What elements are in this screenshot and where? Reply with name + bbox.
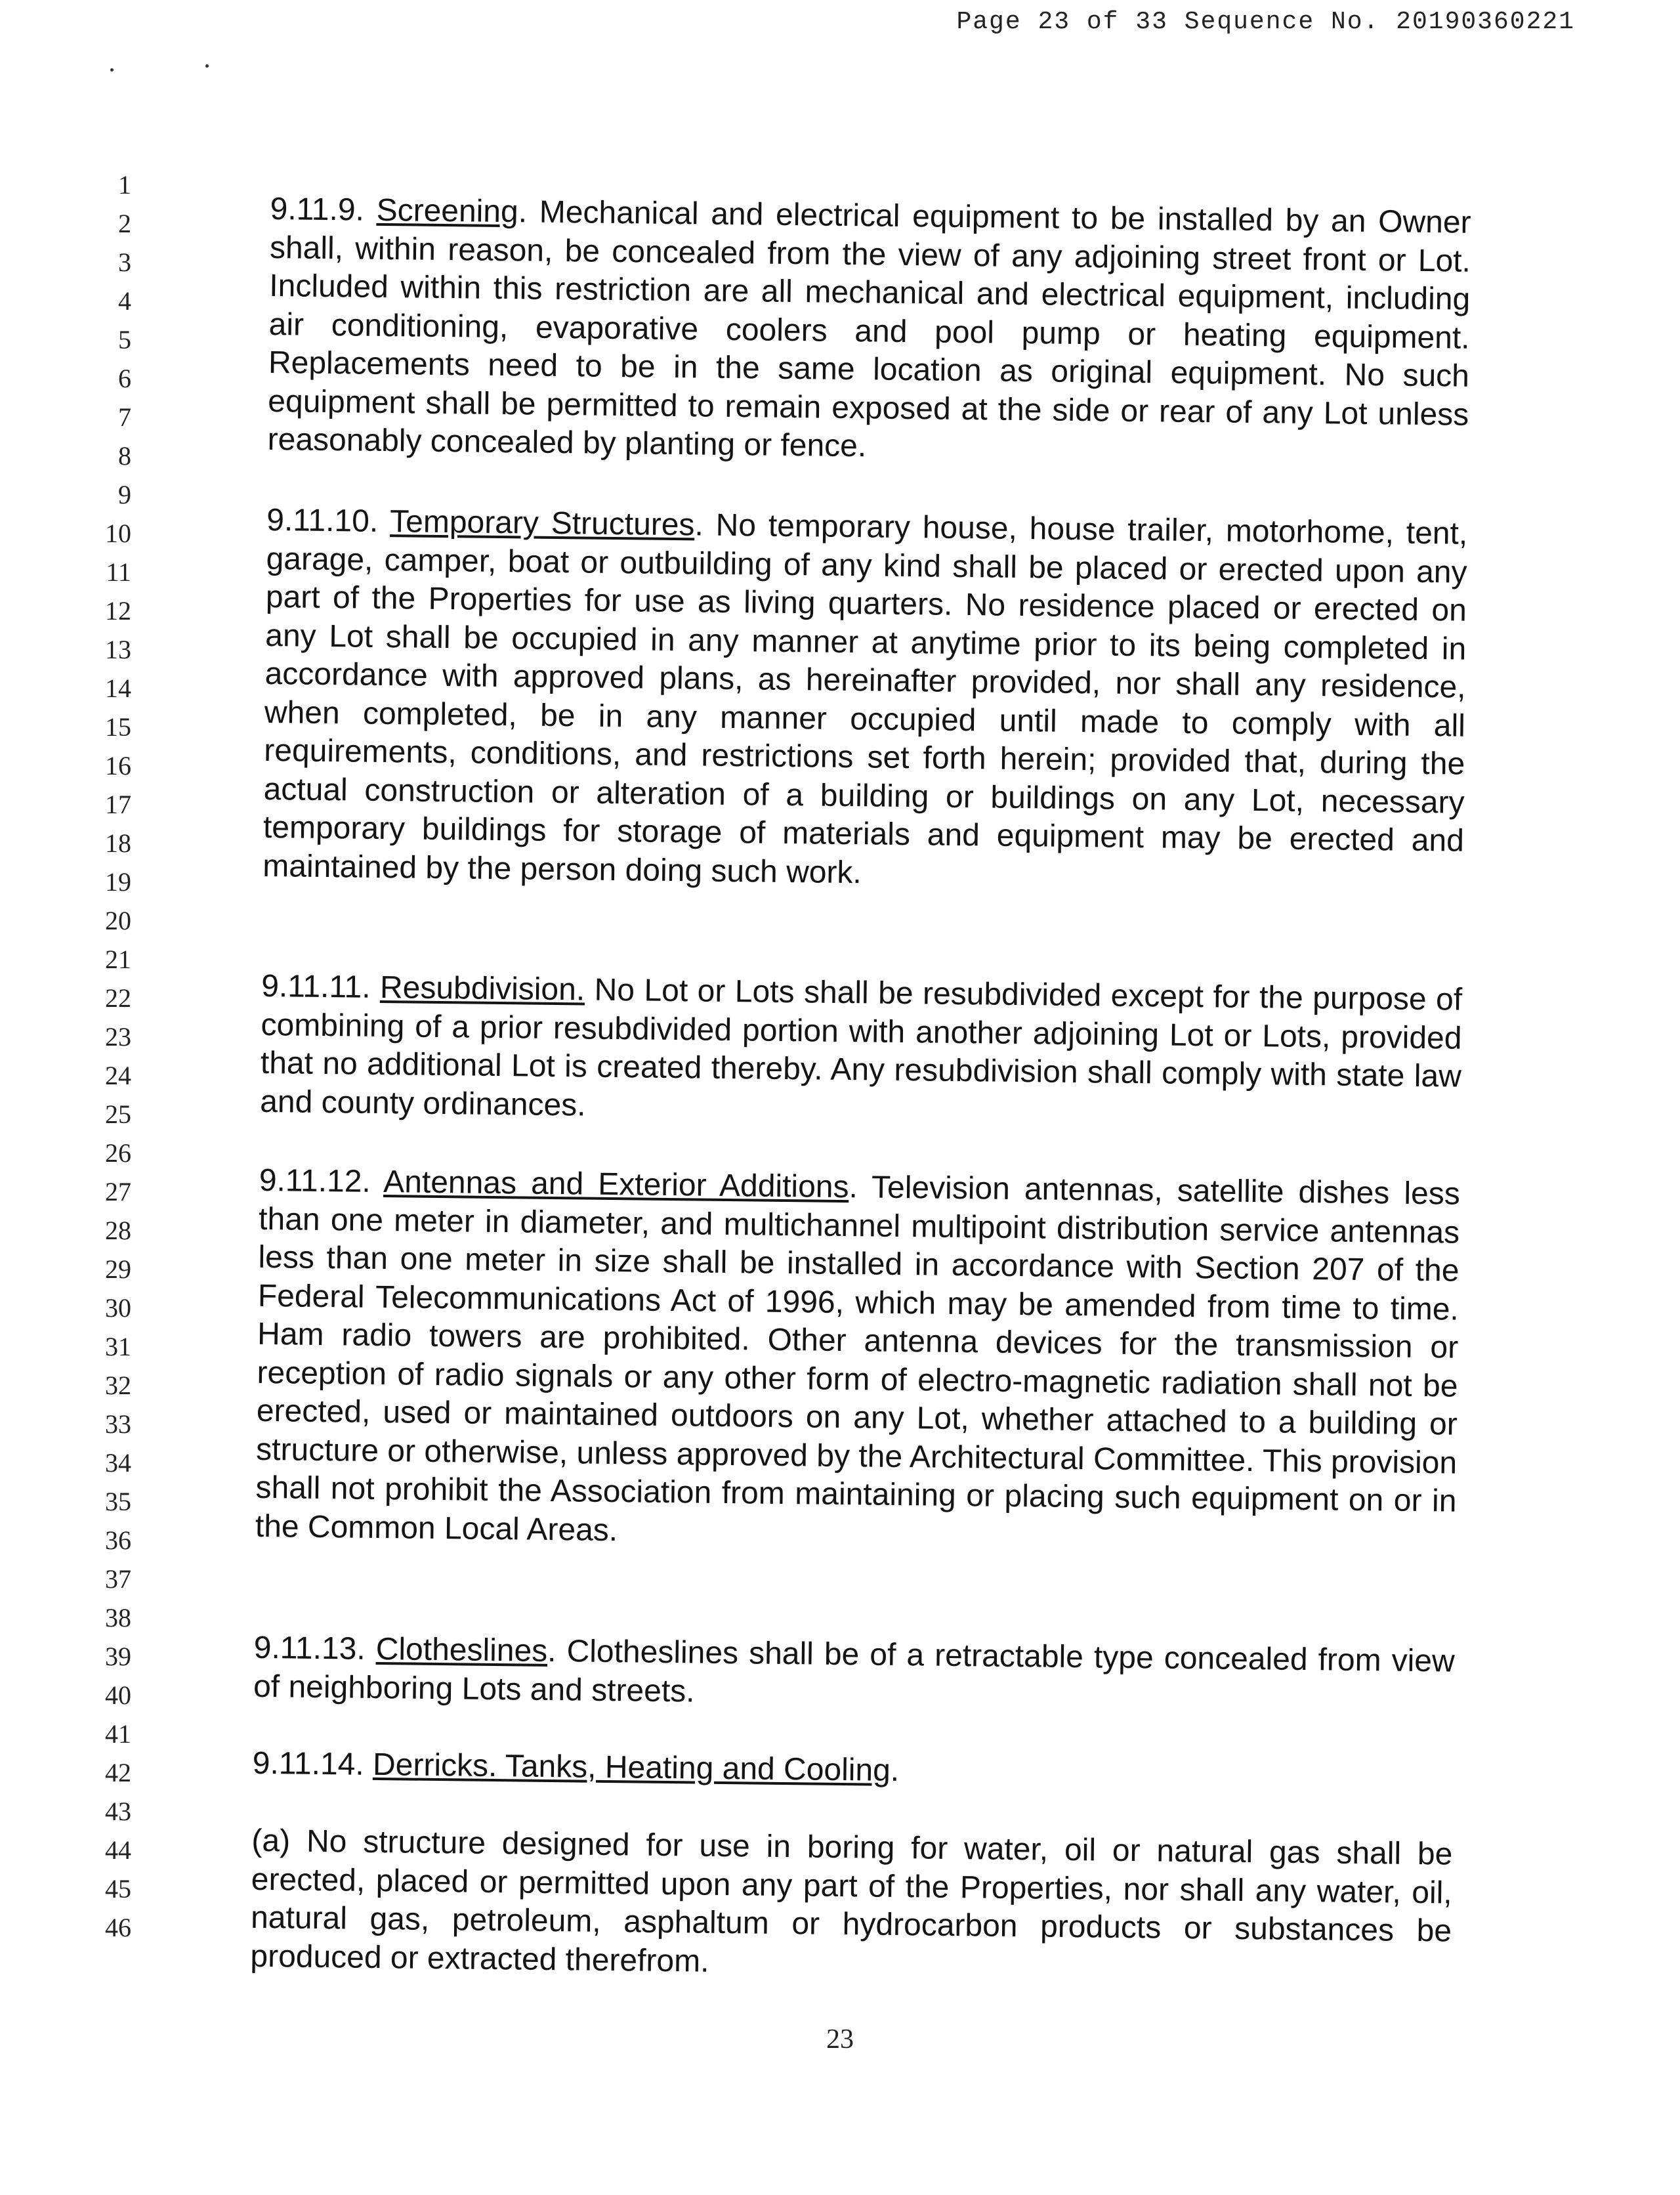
line-number: 22 xyxy=(105,983,131,1013)
page-number: 23 xyxy=(826,2024,854,2055)
line-number: 14 xyxy=(105,673,131,703)
section-body: No Lot or Lots shall be resubdivided except for the purpose of combining of a prior resubdivided portion with another adjoining Lot or Lots, provided that no additional Lot is created thereby. Any resubdivision shall comply with state law and county ordinances. xyxy=(259,972,1463,1123)
line-number: 32 xyxy=(105,1371,131,1400)
section-heading: Temporary Structures xyxy=(389,504,695,543)
line-number: 40 xyxy=(105,1680,131,1710)
line-number: 26 xyxy=(105,1138,131,1168)
section-derricks-a xyxy=(250,1822,1453,1990)
line-number: 25 xyxy=(105,1099,131,1129)
line-number: 21 xyxy=(105,945,131,974)
line-number: 35 xyxy=(105,1487,131,1516)
line-number: 38 xyxy=(105,1603,131,1632)
section-screening xyxy=(267,190,1471,473)
line-number: 19 xyxy=(105,867,131,897)
line-number: 12 xyxy=(105,596,131,626)
section-heading: Resubdivision. xyxy=(379,970,585,1008)
line-number: 34 xyxy=(105,1448,131,1478)
line-number: 41 xyxy=(105,1719,131,1749)
line-number: 8 xyxy=(118,441,131,471)
section-body: Television antennas, satellite dishes less than one meter in diameter, and multichannel multipoint distribution service antennas less than one meter in size shall be installed in accordance with Section 207 of the Federal Telecommunications Act of 1996, which may be amended from time to time. Ham radio towers are prohibited. Other antenna devices for the transmission or reception of radio signals or any other form of electro-magnetic radiation shall not be erected, used or maintained outdoors on any Lot, whether attached to a building or structure or otherwise, unless approved by the Architectural Committee. This provision shall not prohibit the Association from maintaining or placing such equipment on or in the Common Local Areas. xyxy=(255,1170,1461,1548)
line-number: 4 xyxy=(118,286,131,316)
section-heading: Derricks. Tanks, Heating and Cooling xyxy=(372,1747,891,1788)
section-resubdivision xyxy=(260,968,1463,1135)
line-number: 13 xyxy=(105,635,131,664)
line-number: 29 xyxy=(105,1254,131,1284)
line-number: 15 xyxy=(105,712,131,742)
section-heading: Clotheslines xyxy=(375,1631,548,1669)
line-number: 37 xyxy=(105,1564,131,1594)
section-body: Clotheslines shall be of a retractable type concealed from view of neighboring Lots and streets. xyxy=(253,1634,1456,1709)
section-derricks xyxy=(252,1745,1454,1797)
section-heading: Antennas and Exterior Additions xyxy=(383,1164,849,1205)
page-header: Page 23 of 33 Sequence No. 20190360221 xyxy=(956,8,1575,36)
line-number: 7 xyxy=(118,402,131,432)
section-clotheslines xyxy=(253,1629,1455,1720)
line-number: 16 xyxy=(105,751,131,780)
line-number: 43 xyxy=(105,1797,131,1826)
section-number: 9.11.10. xyxy=(266,502,379,539)
section-number: 9.11.9. xyxy=(270,191,365,228)
line-number: 45 xyxy=(105,1874,131,1904)
line-number: 10 xyxy=(105,519,131,548)
line-number: 23 xyxy=(105,1022,131,1052)
line-number: 30 xyxy=(105,1293,131,1323)
line-number: 17 xyxy=(105,790,131,819)
section-body: Mechanical and electrical equipment to be installed by an Owner shall, within reason, be concealed from the view of any adjoining street front or Lot. Included within this restriction are all mechanical and electrical equipment, including air conditioning, evaporative coolers and pool pump or heating equipment. Replacements need to be in the same location as original equipment. No such equipment shall be permitted to remain exposed at the side or rear of any Lot unless reasonably concealed by planting or fence. xyxy=(267,194,1471,464)
line-number: 24 xyxy=(105,1061,131,1090)
line-number: 33 xyxy=(105,1409,131,1439)
line-number: 2 xyxy=(118,209,131,238)
line-number: 11 xyxy=(106,557,131,587)
section-number: 9.11.12. xyxy=(259,1162,371,1199)
line-number: 28 xyxy=(105,1216,131,1245)
section-body: No temporary house, house trailer, motorhome, tent, garage, camper, boat or outbuilding of any kind shall be placed or erected upon any part of the Properties for use as living quarters. No residence placed or erected on any Lot shall be occupied in any manner at anytime prior to its being completed in accordance with approved plans, as hereinafter provided, nor shall any residence, when completed, be in any manner occupied until made to comply with all requirements, conditions, and restrictions set forth herein; provided that, during the actual construction or alteration of a building or buildings on any Lot, necessary temporary buildings for storage of materials and equipment may be erected and maintained by the person doing such work. xyxy=(262,507,1468,890)
line-number: 42 xyxy=(105,1758,131,1787)
line-number: 9 xyxy=(118,480,131,509)
section-antennas xyxy=(255,1162,1461,1560)
section-number: 9.11.14. xyxy=(252,1745,365,1782)
line-number: 3 xyxy=(118,247,131,277)
section-heading-trailer: . xyxy=(547,1633,556,1669)
section-number: 9.11.13. xyxy=(253,1630,366,1667)
line-number: 6 xyxy=(118,364,131,393)
line-number: 44 xyxy=(105,1835,131,1865)
line-number: 27 xyxy=(105,1177,131,1206)
section-number: 9.11.11. xyxy=(261,968,371,1005)
line-number: 18 xyxy=(105,828,131,858)
line-number: 31 xyxy=(105,1332,131,1361)
line-number: 1 xyxy=(118,170,131,200)
line-number: 5 xyxy=(118,325,131,354)
section-heading: Screening xyxy=(376,192,519,230)
line-number: 39 xyxy=(105,1642,131,1671)
section-heading-trailer: . xyxy=(518,194,528,230)
section-temporary-structures xyxy=(262,501,1468,899)
section-heading-trailer: . xyxy=(849,1170,858,1205)
scan-speck xyxy=(110,68,114,72)
section-heading-trailer: . xyxy=(694,507,704,543)
scan-speck xyxy=(205,64,209,68)
line-number: 46 xyxy=(105,1913,131,1942)
line-number: 36 xyxy=(105,1525,131,1555)
section-body: (a) No structure designed for use in boring for water, oil or natural gas shall be erected, placed or permitted upon any part of the Properties, nor shall any water, oil, natural gas, petroleum, asphaltum or hydrocarbon products or substances be produced or extracted therefrom. xyxy=(250,1823,1453,1979)
section-heading-trailer: . xyxy=(890,1753,900,1789)
document-body xyxy=(250,190,1471,1979)
line-number: 20 xyxy=(105,906,131,935)
